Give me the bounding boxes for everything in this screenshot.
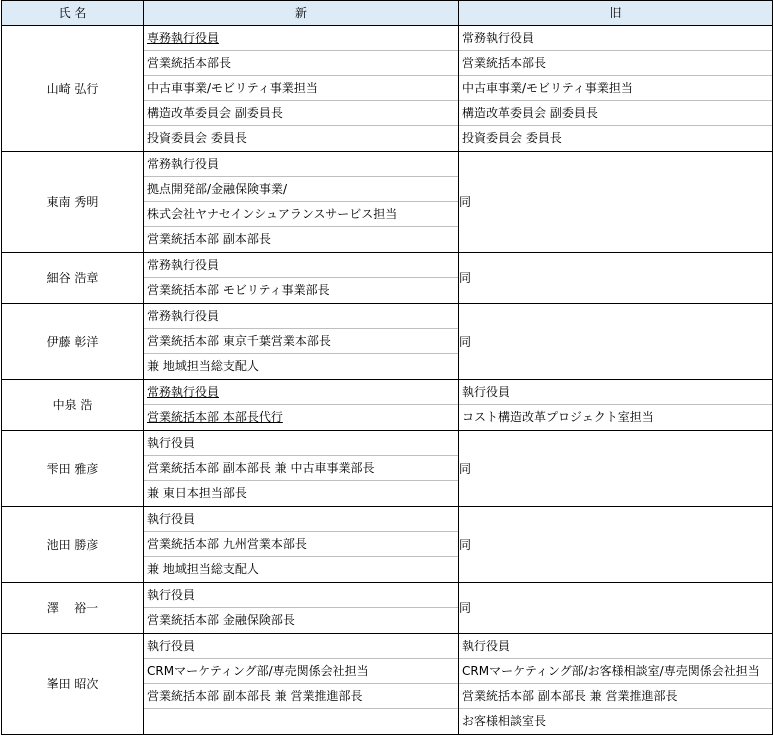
new-position-line: 構造改革委員会 副委員長 — [144, 101, 458, 126]
new-position-cell — [144, 253, 459, 304]
table-row — [2, 583, 773, 634]
person-name: 澤 裕一 — [2, 583, 144, 634]
table-row — [2, 431, 773, 507]
table-row — [2, 152, 773, 253]
new-position-line: 営業統括本部長 — [144, 51, 458, 76]
new-position-line: 執行役員 — [144, 634, 458, 659]
old-position-same: 同 — [459, 253, 773, 304]
table-row — [2, 26, 773, 152]
person-name: 峯田 昭次 — [2, 634, 144, 735]
old-position-same: 同 — [459, 507, 773, 583]
new-position-line: 常務執行役員 — [144, 304, 458, 329]
new-position-line: 株式会社ヤナセインシュアランスサービス担当 — [144, 202, 458, 227]
new-position-cell — [144, 634, 459, 735]
old-position-line: CRMマーケティング部/お客様相談室/専売関係会社担当 — [459, 659, 772, 684]
new-position-line: 執行役員 — [144, 583, 458, 608]
person-name: 雫田 雅彦 — [2, 431, 144, 507]
table-row — [2, 304, 773, 380]
new-position-line: 営業統括本部 副本部長 — [147, 232, 271, 246]
new-position-line: 兼 東日本担当部長 — [147, 486, 247, 500]
old-position-line: コスト構造改革プロジェクト室担当 — [462, 410, 654, 424]
table-row — [2, 507, 773, 583]
old-position-line: お客様相談室長 — [462, 714, 547, 728]
old-position-cell — [459, 380, 773, 431]
header-name: 氏 名 — [2, 1, 144, 26]
old-position-line: 執行役員 — [459, 634, 772, 659]
new-position-cell — [144, 507, 459, 583]
new-position-line: 兼 地域担当総支配人 — [147, 359, 259, 373]
new-position-line: CRMマーケティング部/専売関係会社担当 — [144, 659, 458, 684]
table-row — [2, 253, 773, 304]
new-position-line: 営業統括本部 東京千葉営業本部長 — [144, 329, 458, 354]
old-position-cell — [459, 634, 773, 735]
new-position-line: 執行役員 — [144, 431, 458, 456]
new-position-line: 営業統括本部 副本部長 兼 営業推進部長 — [144, 684, 458, 709]
person-name: 山崎 弘行 — [2, 26, 144, 152]
new-position-line: 常務執行役員 — [144, 253, 458, 278]
new-position-line: 営業統括本部 モビリティ事業部長 — [147, 283, 330, 297]
old-position-line: 構造改革委員会 副委員長 — [459, 101, 772, 126]
new-position-line: 営業統括本部 九州営業本部長 — [144, 532, 458, 557]
table-row — [2, 634, 773, 735]
new-position-cell — [144, 431, 459, 507]
header-row — [2, 1, 773, 26]
old-position-line: 投資委員会 委員長 — [462, 131, 562, 145]
new-position-cell — [144, 380, 459, 431]
new-position-line: 拠点開発部/金融保険事業/ — [144, 177, 458, 202]
person-name: 東南 秀明 — [2, 152, 144, 253]
new-position-line: 専務執行役員 — [144, 26, 458, 51]
old-position-same: 同 — [459, 304, 773, 380]
old-position-line: 常務執行役員 — [459, 26, 772, 51]
person-name: 細谷 浩章 — [2, 253, 144, 304]
new-position-cell — [144, 26, 459, 152]
new-position-cell — [144, 152, 459, 253]
old-position-line: 営業統括本部長 — [459, 51, 772, 76]
header-old: 旧 — [459, 1, 773, 26]
officer-change-table — [1, 0, 773, 735]
person-name: 伊藤 彰洋 — [2, 304, 144, 380]
new-position-line: 投資委員会 委員長 — [147, 131, 247, 145]
new-position-line: 営業統括本部 本部長代行 — [147, 410, 283, 424]
new-position-line: 常務執行役員 — [144, 380, 458, 405]
old-position-same: 同 — [459, 431, 773, 507]
new-position-line — [144, 709, 458, 734]
old-position-line: 執行役員 — [459, 380, 772, 405]
old-position-same: 同 — [459, 152, 773, 253]
old-position-cell — [459, 26, 773, 152]
new-position-cell — [144, 583, 459, 634]
old-position-line: 中古車事業/モビリティ事業担当 — [459, 76, 772, 101]
table-row — [2, 380, 773, 431]
old-position-same: 同 — [459, 583, 773, 634]
old-position-line: 営業統括本部 副本部長 兼 営業推進部長 — [459, 684, 772, 709]
new-position-line: 営業統括本部 金融保険部長 — [147, 613, 295, 627]
new-position-line: 執行役員 — [144, 507, 458, 532]
new-position-line: 営業統括本部 副本部長 兼 中古車事業部長 — [144, 456, 458, 481]
new-position-line: 常務執行役員 — [144, 152, 458, 177]
person-name: 中泉 浩 — [2, 380, 144, 431]
header-new: 新 — [144, 1, 459, 26]
person-name: 池田 勝彦 — [2, 507, 144, 583]
new-position-line: 中古車事業/モビリティ事業担当 — [144, 76, 458, 101]
new-position-line: 兼 地域担当総支配人 — [147, 562, 259, 576]
new-position-cell — [144, 304, 459, 380]
